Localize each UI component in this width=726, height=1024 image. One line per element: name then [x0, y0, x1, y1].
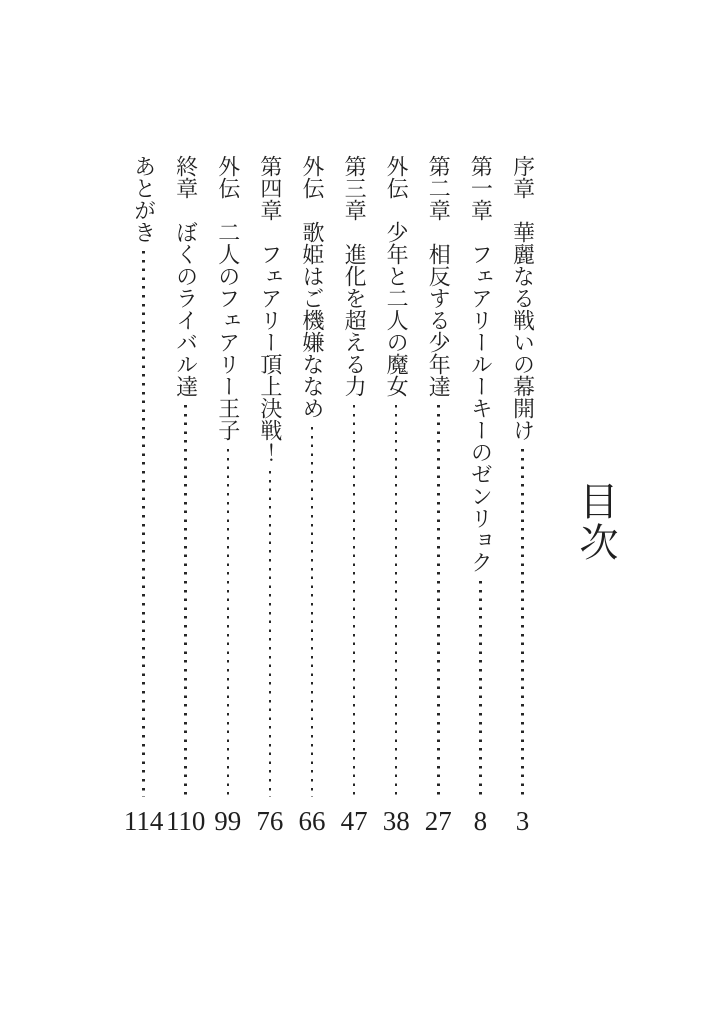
toc-entry	[333, 155, 375, 835]
entry-text: 外伝 歌姫はご機嫌ななめ	[299, 155, 325, 419]
entry-page-number: 66	[298, 806, 326, 836]
toc-entry	[123, 155, 165, 835]
entry-page-number: 3	[515, 806, 530, 836]
entry-text: 序章 華麗なる戦いの幕開け	[510, 155, 536, 441]
dot-leader	[479, 581, 482, 797]
dot-leader	[184, 405, 187, 797]
entry-text: 終章 ぼくのライバル達	[173, 155, 199, 397]
toc-entry	[249, 155, 291, 835]
toc-entry	[291, 155, 333, 835]
toc-entry	[375, 155, 417, 835]
dot-leader	[437, 405, 440, 797]
entry-page-number: 8	[473, 806, 488, 836]
entry-page-number: 99	[214, 806, 242, 836]
entry-text: 第四章 フェアリー頂上決戦！	[257, 155, 283, 463]
page-title: 目次	[573, 481, 617, 563]
entry-text: 第二章 相反する少年達	[426, 155, 452, 397]
dot-leader	[269, 471, 272, 797]
entry-text: 外伝 少年と二人の魔女	[384, 155, 410, 397]
entry-text: 第三章 進化を超える力	[342, 155, 368, 397]
toc-entry	[459, 155, 501, 835]
entry-text: 外伝 二人のフェアリー王子	[215, 155, 241, 441]
dot-leader	[227, 449, 230, 797]
dot-leader	[395, 405, 398, 797]
dot-leader	[521, 449, 524, 797]
dot-leader	[311, 427, 314, 797]
entry-page-number: 76	[256, 806, 284, 836]
entry-text: 第一章 フェアリールーキーのゼンリョク	[468, 155, 494, 573]
toc-entry	[165, 155, 207, 835]
toc-entry	[207, 155, 249, 835]
entry-page-number: 38	[382, 806, 410, 836]
dot-leader	[142, 251, 145, 797]
entry-text: あとがき	[131, 155, 157, 243]
toc-entry	[502, 155, 544, 835]
entry-page-number: 114	[123, 806, 164, 836]
entry-page-number: 110	[165, 806, 206, 836]
toc-entry	[417, 155, 459, 835]
dot-leader	[353, 405, 356, 797]
entry-page-number: 47	[340, 806, 368, 836]
entry-page-number: 27	[424, 806, 452, 836]
